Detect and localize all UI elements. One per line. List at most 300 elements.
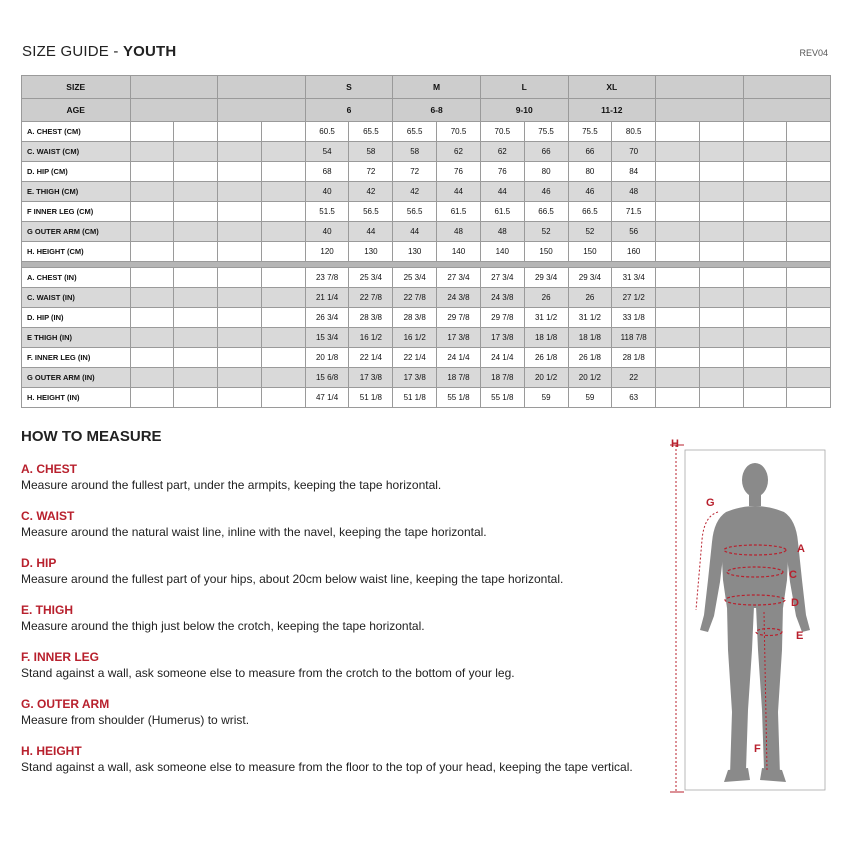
value-cell: 52 (568, 222, 612, 242)
header-sizes-cell: L (480, 76, 568, 99)
value-cell: 33 1/8 (612, 308, 656, 328)
value-cell: 27 1/2 (612, 288, 656, 308)
empty-cell (174, 242, 218, 262)
table-row (22, 202, 831, 222)
empty-cell (130, 348, 174, 368)
empty-cell (218, 368, 262, 388)
empty-cell (743, 308, 787, 328)
value-cell: 28 3/8 (349, 308, 393, 328)
row-label: H. HEIGHT (CM) (22, 242, 131, 262)
value-cell: 42 (349, 182, 393, 202)
value-cell: 76 (437, 162, 481, 182)
empty-cell (787, 162, 831, 182)
instruction-item (21, 603, 641, 634)
empty-cell (261, 242, 305, 262)
empty-cell (218, 288, 262, 308)
empty-cell (218, 202, 262, 222)
empty-cell (261, 368, 305, 388)
value-cell: 18 1/8 (568, 328, 612, 348)
value-cell: 31 1/2 (524, 308, 568, 328)
empty-cell (699, 142, 743, 162)
row-label: F. INNER LEG (IN) (22, 348, 131, 368)
value-cell: 76 (480, 162, 524, 182)
how-to-measure-title: HOW TO MEASURE (21, 428, 162, 445)
value-cell: 84 (612, 162, 656, 182)
empty-cell (699, 242, 743, 262)
empty-cell (656, 222, 700, 242)
right-foot (760, 768, 786, 782)
empty-cell (787, 368, 831, 388)
header-empty-cell (743, 76, 831, 99)
empty-cell (699, 122, 743, 142)
header-empty-cell (656, 76, 744, 99)
header-sizes-cell: XL (568, 76, 656, 99)
value-cell: 56.5 (393, 202, 437, 222)
neck (749, 494, 761, 506)
value-cell: 56.5 (349, 202, 393, 222)
empty-cell (218, 162, 262, 182)
torso (721, 506, 789, 608)
instruction-text: Stand against a wall, ask someone else to measure from the crotch to the bottom of your leg. (21, 666, 515, 680)
instruction-item (21, 697, 641, 728)
empty-cell (743, 122, 787, 142)
empty-cell (656, 368, 700, 388)
empty-cell (174, 222, 218, 242)
value-cell: 26 (524, 288, 568, 308)
letter-h: H (671, 438, 679, 450)
empty-cell (699, 368, 743, 388)
row-label: H. HEIGHT (IN) (22, 388, 131, 408)
empty-cell (743, 222, 787, 242)
row-label: D. HIP (IN) (22, 308, 131, 328)
empty-cell (218, 142, 262, 162)
value-cell: 18 7/8 (480, 368, 524, 388)
value-cell: 44 (349, 222, 393, 242)
empty-cell (130, 202, 174, 222)
empty-cell (656, 202, 700, 222)
empty-cell (174, 268, 218, 288)
empty-cell (261, 308, 305, 328)
row-label: F INNER LEG (CM) (22, 202, 131, 222)
empty-cell (130, 388, 174, 408)
empty-cell (130, 142, 174, 162)
value-cell: 66 (524, 142, 568, 162)
value-cell: 51 1/8 (393, 388, 437, 408)
row-label: C. WAIST (CM) (22, 142, 131, 162)
table-row (22, 242, 831, 262)
page-title (22, 43, 176, 60)
header-sizes-cell: M (393, 76, 481, 99)
value-cell: 15 3/4 (305, 328, 349, 348)
letter-d: D (791, 597, 799, 609)
empty-cell (218, 388, 262, 408)
value-cell: 56 (612, 222, 656, 242)
instruction-heading: H. HEIGHT (21, 744, 82, 758)
empty-cell (261, 182, 305, 202)
value-cell: 70 (612, 142, 656, 162)
value-cell: 28 1/8 (612, 348, 656, 368)
value-cell: 23 7/8 (305, 268, 349, 288)
value-cell: 44 (480, 182, 524, 202)
empty-cell (656, 348, 700, 368)
empty-cell (218, 182, 262, 202)
table-row (22, 222, 831, 242)
size-chart-table (21, 75, 831, 408)
instruction-item (21, 462, 641, 493)
empty-cell (174, 142, 218, 162)
empty-cell (656, 288, 700, 308)
empty-cell (656, 162, 700, 182)
value-cell: 63 (612, 388, 656, 408)
instruction-heading: D. HIP (21, 556, 57, 570)
value-cell: 22 1/4 (349, 348, 393, 368)
letter-c: C (789, 569, 797, 581)
instruction-item (21, 744, 641, 775)
header-empty-cell (130, 99, 218, 122)
value-cell: 26 (568, 288, 612, 308)
value-cell: 29 3/4 (524, 268, 568, 288)
value-cell: 150 (568, 242, 612, 262)
instruction-text: Measure around the natural waist line, inline with the navel, keeping the tape horizontal. (21, 525, 487, 539)
left-foot (724, 768, 750, 782)
header-empty-cell (130, 76, 218, 99)
value-cell: 65.5 (349, 122, 393, 142)
empty-cell (787, 308, 831, 328)
table-row (22, 182, 831, 202)
empty-cell (743, 328, 787, 348)
value-cell: 26 1/8 (524, 348, 568, 368)
instruction-heading: F. INNER LEG (21, 650, 100, 664)
empty-cell (261, 222, 305, 242)
value-cell: 70.5 (437, 122, 481, 142)
empty-cell (174, 368, 218, 388)
value-cell: 29 7/8 (480, 308, 524, 328)
value-cell: 55 1/8 (437, 388, 481, 408)
empty-cell (261, 142, 305, 162)
value-cell: 46 (568, 182, 612, 202)
value-cell: 130 (393, 242, 437, 262)
empty-cell (699, 348, 743, 368)
value-cell: 27 3/4 (480, 268, 524, 288)
value-cell: 160 (612, 242, 656, 262)
empty-cell (699, 162, 743, 182)
value-cell: 22 7/8 (393, 288, 437, 308)
value-cell: 25 3/4 (393, 268, 437, 288)
value-cell: 29 7/8 (437, 308, 481, 328)
empty-cell (261, 162, 305, 182)
value-cell: 120 (305, 242, 349, 262)
empty-cell (656, 142, 700, 162)
empty-cell (787, 202, 831, 222)
value-cell: 61.5 (480, 202, 524, 222)
empty-cell (218, 308, 262, 328)
empty-cell (699, 222, 743, 242)
empty-cell (261, 348, 305, 368)
value-cell: 140 (437, 242, 481, 262)
empty-cell (787, 242, 831, 262)
header-ages-cell: 6-8 (393, 99, 481, 122)
table-row (22, 268, 831, 288)
empty-cell (130, 328, 174, 348)
value-cell: 31 1/2 (568, 308, 612, 328)
empty-cell (218, 242, 262, 262)
empty-cell (787, 348, 831, 368)
value-cell: 44 (437, 182, 481, 202)
instruction-text: Measure around the thigh just below the crotch, keeping the tape horizontal. (21, 619, 425, 633)
empty-cell (656, 182, 700, 202)
size-header-row (22, 76, 831, 99)
instruction-heading: A. CHEST (21, 462, 78, 476)
empty-cell (699, 182, 743, 202)
table-row (22, 368, 831, 388)
title-bold: YOUTH (122, 43, 177, 60)
empty-cell (174, 388, 218, 408)
empty-cell (656, 268, 700, 288)
table-row (22, 122, 831, 142)
header-ages-cell: 9-10 (480, 99, 568, 122)
row-label: A. CHEST (CM) (22, 122, 131, 142)
empty-cell (656, 242, 700, 262)
empty-cell (130, 368, 174, 388)
empty-cell (787, 142, 831, 162)
letter-a: A (797, 543, 805, 555)
value-cell: 17 3/8 (349, 368, 393, 388)
value-cell: 28 3/8 (393, 308, 437, 328)
table-row (22, 288, 831, 308)
instruction-heading: C. WAIST (21, 509, 75, 523)
empty-cell (261, 388, 305, 408)
value-cell: 51 1/8 (349, 388, 393, 408)
empty-cell (130, 222, 174, 242)
value-cell: 24 3/8 (437, 288, 481, 308)
instruction-text: Measure around the fullest part of your hips, about 20cm below waist line, keeping the tape horizontal. (21, 572, 564, 586)
value-cell: 52 (524, 222, 568, 242)
empty-cell (787, 288, 831, 308)
value-cell: 21 1/4 (305, 288, 349, 308)
suit-silhouette (700, 463, 810, 782)
empty-cell (656, 308, 700, 328)
value-cell: 22 7/8 (349, 288, 393, 308)
value-cell: 60.5 (305, 122, 349, 142)
value-cell: 40 (305, 182, 349, 202)
empty-cell (743, 268, 787, 288)
empty-cell (787, 222, 831, 242)
value-cell: 62 (437, 142, 481, 162)
value-cell: 17 3/8 (480, 328, 524, 348)
revision-label: REV04 (799, 48, 828, 58)
empty-cell (743, 388, 787, 408)
header-sizes-cell: S (305, 76, 393, 99)
empty-cell (218, 122, 262, 142)
value-cell: 31 3/4 (612, 268, 656, 288)
value-cell: 22 (612, 368, 656, 388)
header-empty-cell (218, 76, 306, 99)
value-cell: 66 (568, 142, 612, 162)
value-cell: 29 3/4 (568, 268, 612, 288)
empty-cell (174, 328, 218, 348)
value-cell: 18 7/8 (437, 368, 481, 388)
empty-cell (130, 288, 174, 308)
row-label: A. CHEST (IN) (22, 268, 131, 288)
value-cell: 48 (612, 182, 656, 202)
value-cell: 80.5 (612, 122, 656, 142)
table-row (22, 348, 831, 368)
header-ages-cell: 6 (305, 99, 393, 122)
empty-cell (130, 308, 174, 328)
empty-cell (699, 328, 743, 348)
value-cell: 20 1/2 (568, 368, 612, 388)
header-empty-cell (218, 99, 306, 122)
empty-cell (743, 162, 787, 182)
value-cell: 58 (393, 142, 437, 162)
empty-cell (218, 328, 262, 348)
table-row (22, 308, 831, 328)
value-cell: 46 (524, 182, 568, 202)
instruction-heading: E. THIGH (21, 603, 74, 617)
table-row (22, 328, 831, 348)
row-label: G OUTER ARM (IN) (22, 368, 131, 388)
title-prefix: SIZE GUIDE - (22, 43, 123, 60)
empty-cell (130, 268, 174, 288)
instruction-text: Measure around the fullest part, under the armpits, keeping the tape horizontal. (21, 478, 442, 492)
value-cell: 72 (393, 162, 437, 182)
row-label: D. HIP (CM) (22, 162, 131, 182)
table-row (22, 162, 831, 182)
header-label: AGE (22, 99, 131, 122)
empty-cell (174, 122, 218, 142)
value-cell: 80 (524, 162, 568, 182)
value-cell: 58 (349, 142, 393, 162)
value-cell: 16 1/2 (393, 328, 437, 348)
letter-g: G (706, 497, 715, 509)
value-cell: 20 1/8 (305, 348, 349, 368)
value-cell: 42 (393, 182, 437, 202)
value-cell: 47 1/4 (305, 388, 349, 408)
value-cell: 24 3/8 (480, 288, 524, 308)
right-arm (784, 512, 810, 632)
value-cell: 66.5 (524, 202, 568, 222)
value-cell: 17 3/8 (393, 368, 437, 388)
head (742, 463, 768, 497)
instruction-text: Measure from shoulder (Humerus) to wrist. (21, 713, 250, 727)
empty-cell (174, 162, 218, 182)
value-cell: 16 1/2 (349, 328, 393, 348)
empty-cell (787, 328, 831, 348)
value-cell: 26 3/4 (305, 308, 349, 328)
value-cell: 25 3/4 (349, 268, 393, 288)
empty-cell (743, 142, 787, 162)
row-label: C. WAIST (IN) (22, 288, 131, 308)
value-cell: 24 1/4 (437, 348, 481, 368)
empty-cell (656, 122, 700, 142)
table-row (22, 142, 831, 162)
empty-cell (218, 268, 262, 288)
empty-cell (261, 122, 305, 142)
empty-cell (130, 122, 174, 142)
value-cell: 59 (568, 388, 612, 408)
empty-cell (699, 388, 743, 408)
empty-cell (174, 348, 218, 368)
table-row (22, 388, 831, 408)
empty-cell (699, 288, 743, 308)
empty-cell (218, 348, 262, 368)
empty-cell (743, 288, 787, 308)
value-cell: 72 (349, 162, 393, 182)
value-cell: 27 3/4 (437, 268, 481, 288)
row-label: E THIGH (IN) (22, 328, 131, 348)
value-cell: 26 1/8 (568, 348, 612, 368)
instruction-item (21, 650, 641, 681)
value-cell: 44 (393, 222, 437, 242)
value-cell: 150 (524, 242, 568, 262)
value-cell: 48 (437, 222, 481, 242)
value-cell: 18 1/8 (524, 328, 568, 348)
row-label: G OUTER ARM (CM) (22, 222, 131, 242)
value-cell: 62 (480, 142, 524, 162)
letter-e: E (796, 630, 804, 642)
empty-cell (787, 268, 831, 288)
empty-cell (743, 182, 787, 202)
value-cell: 70.5 (480, 122, 524, 142)
instruction-item (21, 556, 641, 587)
empty-cell (174, 182, 218, 202)
value-cell: 130 (349, 242, 393, 262)
instruction-text: Stand against a wall, ask someone else to measure from the floor to the top of your head, keeping the tape vertical. (21, 760, 633, 774)
value-cell: 40 (305, 222, 349, 242)
empty-cell (787, 388, 831, 408)
empty-cell (130, 162, 174, 182)
value-cell: 48 (480, 222, 524, 242)
body-measurement-figure (670, 430, 830, 800)
row-label: E. THIGH (CM) (22, 182, 131, 202)
empty-cell (656, 328, 700, 348)
value-cell: 55 1/8 (480, 388, 524, 408)
empty-cell (699, 268, 743, 288)
value-cell: 65.5 (393, 122, 437, 142)
value-cell: 15 6/8 (305, 368, 349, 388)
value-cell: 66.5 (568, 202, 612, 222)
value-cell: 118 7/8 (612, 328, 656, 348)
value-cell: 51.5 (305, 202, 349, 222)
empty-cell (787, 182, 831, 202)
value-cell: 24 1/4 (480, 348, 524, 368)
age-header-row (22, 99, 831, 122)
empty-cell (743, 348, 787, 368)
value-cell: 68 (305, 162, 349, 182)
empty-cell (261, 268, 305, 288)
empty-cell (743, 368, 787, 388)
value-cell: 59 (524, 388, 568, 408)
header-empty-cell (656, 99, 744, 122)
empty-cell (218, 222, 262, 242)
empty-cell (130, 242, 174, 262)
empty-cell (656, 388, 700, 408)
empty-cell (130, 182, 174, 202)
left-leg (727, 606, 754, 775)
empty-cell (787, 122, 831, 142)
value-cell: 61.5 (437, 202, 481, 222)
empty-cell (743, 202, 787, 222)
value-cell: 75.5 (524, 122, 568, 142)
empty-cell (261, 288, 305, 308)
empty-cell (261, 328, 305, 348)
value-cell: 22 1/4 (393, 348, 437, 368)
instruction-heading: G. OUTER ARM (21, 697, 110, 711)
value-cell: 80 (568, 162, 612, 182)
header-ages-cell: 11-12 (568, 99, 656, 122)
value-cell: 54 (305, 142, 349, 162)
header-label: SIZE (22, 76, 131, 99)
